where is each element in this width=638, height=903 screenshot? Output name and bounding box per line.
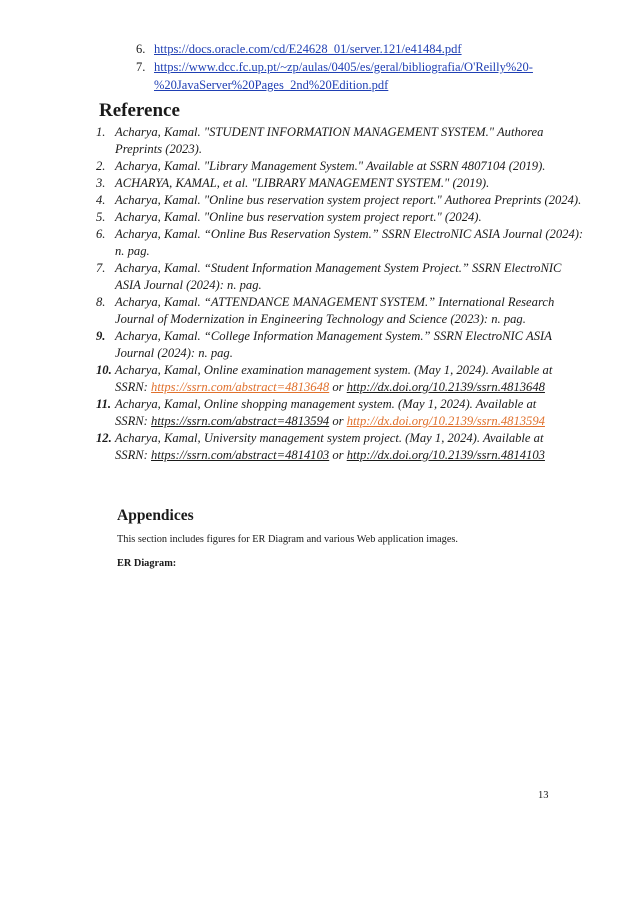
reference-item [96, 362, 616, 396]
reference-number: 8. [96, 295, 106, 309]
reference-number: 12. [96, 431, 112, 445]
reference-list [96, 124, 616, 464]
reference-number: 5. [96, 210, 106, 224]
reference-item [96, 124, 616, 158]
reference-text: Acharya, Kamal. "Library Management System." Available at SSRN 4807104 (2019). [115, 159, 546, 173]
url-link-line[interactable]: https://www.dcc.fc.up.pt/~zp/aulas/0405/es/geral/bibliografia/O'Reilly%20- [154, 60, 533, 74]
reference-number: 2. [96, 159, 106, 173]
reference-number: 11. [96, 397, 112, 411]
reference-item [96, 430, 616, 464]
reference-item [96, 158, 616, 175]
reference-number: 1. [96, 125, 106, 139]
reference-text: Acharya, Kamal. “Student Information Management System Project.” SSRN ElectroNIC [115, 261, 562, 275]
reference-text: Acharya, Kamal. “ATTENDANCE MANAGEMENT SYSTEM.” International Research [115, 295, 555, 309]
link-separator: or [329, 380, 347, 394]
reference-number: 3. [96, 176, 106, 190]
appendices-heading: Appendices [117, 507, 194, 524]
url-list [136, 40, 576, 94]
doi-link[interactable]: http://dx.doi.org/10.2139/ssrn.4813648 [346, 380, 545, 394]
reference-number: 6. [96, 227, 106, 241]
reference-item [96, 328, 616, 362]
reference-number: 4. [96, 193, 106, 207]
reference-text: ASIA Journal (2024): n. pag. [115, 278, 262, 292]
url-number: 7. [136, 60, 146, 74]
reference-number: 10. [96, 363, 112, 377]
reference-item [96, 192, 616, 209]
ssrn-prefix: SSRN: [115, 414, 152, 428]
reference-text: Acharya, Kamal. "Online bus reservation system project report." (2024). [115, 210, 482, 224]
reference-text: Acharya, Kamal, Online shopping management system. (May 1, 2024). Available at [115, 397, 537, 411]
reference-item [96, 175, 616, 192]
doi-link[interactable]: http://dx.doi.org/10.2139/ssrn.4813594 [346, 414, 545, 428]
reference-text: ACHARYA, KAMAL, et al. "LIBRARY MANAGEMENT SYSTEM." (2019). [115, 176, 490, 190]
ssrn-link[interactable]: https://ssrn.com/abstract=4814103 [151, 448, 330, 462]
reference-item [96, 226, 616, 260]
reference-number: 7. [96, 261, 106, 275]
reference-item [96, 260, 616, 294]
reference-text: Acharya, Kamal. “Online Bus Reservation System.” SSRN ElectroNIC ASIA Journal (2024): [115, 227, 584, 241]
link-separator: or [329, 448, 347, 462]
er-diagram-label: ER Diagram: [117, 558, 177, 569]
reference-text: Preprints (2023). [115, 142, 202, 156]
reference-item [96, 396, 616, 430]
url-link-line[interactable]: %20JavaServer%20Pages_2nd%20Edition.pdf [154, 78, 389, 92]
reference-text: Acharya, Kamal. “College Information Management System.” SSRN ElectroNIC ASIA [115, 329, 552, 343]
ssrn-prefix: SSRN: [115, 380, 152, 394]
reference-text: Acharya, Kamal. "STUDENT INFORMATION MANAGEMENT SYSTEM." Authorea [115, 125, 544, 139]
reference-item [96, 209, 616, 226]
url-link[interactable]: https://docs.oracle.com/cd/E24628_01/server.121/e41484.pdf [154, 42, 462, 56]
link-separator: or [329, 414, 347, 428]
reference-text: Journal of Modernization in Engineering Technology and Science (2023): n. pag. [115, 312, 526, 326]
url-list-item [136, 58, 576, 94]
url-list-item [136, 40, 576, 58]
reference-item [96, 294, 616, 328]
reference-text: Acharya, Kamal. "Online bus reservation system project report." Authorea Preprints (2024). [115, 193, 582, 207]
url-link[interactable] [154, 58, 533, 94]
ssrn-prefix: SSRN: [115, 448, 152, 462]
reference-text: Acharya, Kamal, University management system project. (May 1, 2024). Available at [115, 431, 544, 445]
reference-number: 9. [96, 329, 106, 343]
doi-link[interactable]: http://dx.doi.org/10.2139/ssrn.4814103 [346, 448, 545, 462]
url-number: 6. [136, 42, 146, 56]
reference-text: n. pag. [115, 244, 150, 258]
reference-heading: Reference [99, 100, 180, 121]
appendices-text: This section includes figures for ER Diagram and various Web application images. [117, 534, 458, 545]
reference-text: Journal (2024): n. pag. [115, 346, 233, 360]
ssrn-link[interactable]: https://ssrn.com/abstract=4813594 [151, 414, 330, 428]
reference-text: Acharya, Kamal, Online examination management system. (May 1, 2024). Available at [115, 363, 553, 377]
ssrn-link[interactable]: https://ssrn.com/abstract=4813648 [151, 380, 330, 394]
page-number: 13 [538, 790, 549, 801]
